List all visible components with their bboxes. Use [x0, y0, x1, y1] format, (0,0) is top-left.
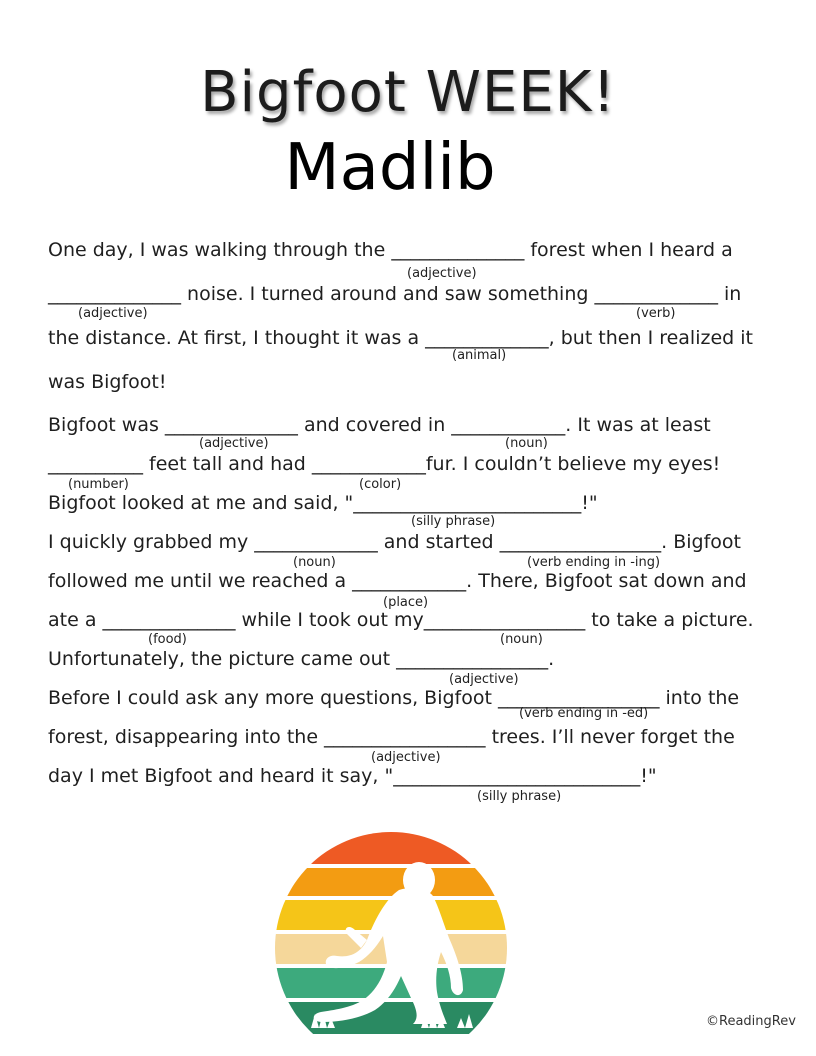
blank-caption: (adjective) — [78, 306, 148, 321]
blank-caption: (verb ending in -ed) — [519, 706, 649, 721]
story-line: Bigfoot looked at me and said, "________________________!" — [48, 492, 598, 514]
blank-caption: (adjective) — [407, 266, 477, 281]
story-line: __________ feet tall and had ____________fur. I couldn’t believe my eyes! — [48, 453, 721, 475]
blank-caption: (noun) — [505, 436, 548, 451]
blank-caption: (animal) — [452, 348, 507, 363]
story-line: One day, I was walking through the ______________ forest when I heard a — [48, 239, 733, 261]
title-line-2: Madlib — [284, 131, 496, 205]
story-line: ______________ noise. I turned around and saw something _____________ in — [48, 283, 742, 305]
blank-caption: (noun) — [500, 632, 543, 647]
bigfoot-sunset-icon — [271, 828, 511, 1038]
story-line: followed me until we reached a ____________. There, Bigfoot sat down and — [48, 570, 747, 592]
blank-caption: (silly phrase) — [411, 514, 496, 529]
story-line: the distance. At first, I thought it was a _____________, but then I realized it — [48, 327, 753, 349]
story-line: Unfortunately, the picture came out ________________. — [48, 648, 555, 670]
story-line: ate a ______________ while I took out my_________________ to take a picture. — [48, 609, 754, 631]
title-line-1: Bigfoot WEEK! — [200, 60, 616, 125]
story-line: day I met Bigfoot and heard it say, "__________________________!" — [48, 765, 657, 787]
blank-caption: (noun) — [293, 555, 336, 570]
story-line: Before I could ask any more questions, Bigfoot _________________ into the — [48, 687, 740, 709]
blank-caption: (adjective) — [371, 750, 441, 765]
blank-caption: (verb ending in -ing) — [527, 555, 661, 570]
story-line: was Bigfoot! — [48, 371, 167, 393]
blank-caption: (food) — [148, 632, 187, 647]
blank-caption: (place) — [383, 595, 429, 610]
blank-caption: (adjective) — [449, 672, 519, 687]
blank-caption: (color) — [359, 477, 402, 492]
blank-caption: (adjective) — [199, 436, 269, 451]
story-line: I quickly grabbed my _____________ and started _________________. Bigfoot — [48, 531, 741, 553]
story-line: forest, disappearing into the _________________ trees. I’ll never forget the — [48, 726, 735, 748]
blank-caption: (silly phrase) — [477, 789, 562, 804]
bigfoot-sunset-graphic — [271, 828, 511, 1034]
copyright-credit: ©ReadingRev — [706, 1014, 796, 1029]
blank-caption: (verb) — [636, 306, 676, 321]
story-line: Bigfoot was ______________ and covered in ____________. It was at least — [48, 414, 711, 436]
blank-caption: (number) — [68, 477, 129, 492]
